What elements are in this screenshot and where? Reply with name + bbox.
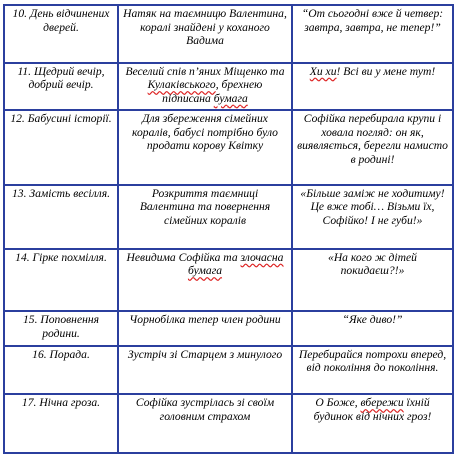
table-row — [4, 311, 453, 345]
table-row — [4, 5, 453, 63]
plot-table — [3, 4, 454, 454]
event-cell — [118, 5, 292, 63]
episode-cell — [4, 185, 118, 249]
event-text: Натяк на таємницю Валентина, коралі знайдені у коханого Вадима — [123, 7, 287, 47]
quote-text: їхній будинок від нічних гроз! — [313, 396, 432, 423]
event-cell — [118, 185, 292, 249]
episode-text: 11. Щедрий вечір, добрий вечір. — [17, 64, 105, 92]
episode-cell — [4, 311, 118, 345]
event-text: Зустріч зі Старцем з минулого — [127, 347, 283, 361]
event-text: Розкриття таємниці Валентина та повернення сімейних коралів — [139, 186, 271, 227]
event-cell — [118, 110, 292, 185]
table-row — [4, 249, 453, 312]
table-row — [4, 185, 453, 249]
quote-text: О Боже, — [315, 396, 361, 410]
table-row — [4, 394, 453, 453]
table-row — [4, 346, 453, 395]
episode-cell — [4, 110, 118, 185]
episode-text: 15. Поповнення родини. — [23, 313, 99, 340]
event-text: Софійка зустрілась зі своїм головним страхом — [135, 396, 275, 423]
episode-text: 16. Порада. — [32, 347, 90, 361]
quote-cell — [292, 311, 453, 345]
quote-text: “От сьогодні вже й четвер: завтра, завтра, не тепер!” — [301, 7, 444, 34]
quote-cell — [292, 346, 453, 395]
episode-text: 17. Нічна гроза. — [21, 396, 101, 410]
event-text: Невидима Софійка та — [126, 250, 241, 264]
quote-text: ! Всі ви у мене тут! — [336, 64, 436, 78]
quote-text-misspelled: вбережи — [360, 396, 404, 410]
episode-cell — [4, 249, 118, 312]
episode-text: 13. Замість весілля. — [11, 186, 111, 200]
event-text-misspelled: бумага — [213, 91, 248, 105]
event-text-misspelled: бумага — [187, 264, 223, 278]
quote-text: “Яке диво!” — [342, 313, 403, 327]
event-cell — [118, 311, 292, 345]
table-row — [4, 63, 453, 111]
event-text-misspelled: злочасна — [240, 250, 284, 264]
event-text: Для збереження сімейних коралів, бабусі потрібно було продати корову Квітку — [132, 112, 278, 153]
quote-text: Софійка перебирала крупи і ховала погляд: он як, виявляється, берегли намисто в родині! — [297, 112, 448, 166]
event-cell — [118, 63, 292, 111]
event-cell — [118, 249, 292, 312]
quote-cell — [292, 394, 453, 453]
event-text: , брехнею підписана — [162, 78, 263, 105]
episode-cell — [4, 63, 118, 111]
quote-text-misspelled: Хи хи — [309, 64, 337, 78]
event-cell — [118, 394, 292, 453]
event-cell — [118, 346, 292, 395]
quote-cell — [292, 63, 453, 111]
quote-cell — [292, 5, 453, 63]
episode-cell — [4, 394, 118, 453]
episode-text: 14. Гірке похмілля. — [15, 250, 107, 264]
event-text: Веселий спів п’яних Міщенко та — [125, 64, 285, 78]
episode-cell — [4, 346, 118, 395]
quote-text: «Більше заміж не ходитиму! Це вже тобі… Візьми їх, Софійко! І не губи!» — [300, 186, 445, 227]
quote-text: Перебирайся потрохи вперед, від покоління до покоління. — [298, 347, 447, 375]
quote-text: «На кого ж дітей покидаєш?!» — [328, 250, 417, 278]
event-text-misspelled: Кулаківського — [147, 78, 216, 92]
quote-cell — [292, 110, 453, 185]
episode-text: 12. Бабусині історії. — [10, 112, 112, 126]
event-text: Чорнобілка тепер член родини — [129, 313, 281, 327]
quote-cell — [292, 249, 453, 312]
episode-text: 10. День відчинених дверей. — [12, 7, 110, 34]
episode-cell — [4, 5, 118, 63]
quote-cell — [292, 185, 453, 249]
table-row — [4, 110, 453, 185]
